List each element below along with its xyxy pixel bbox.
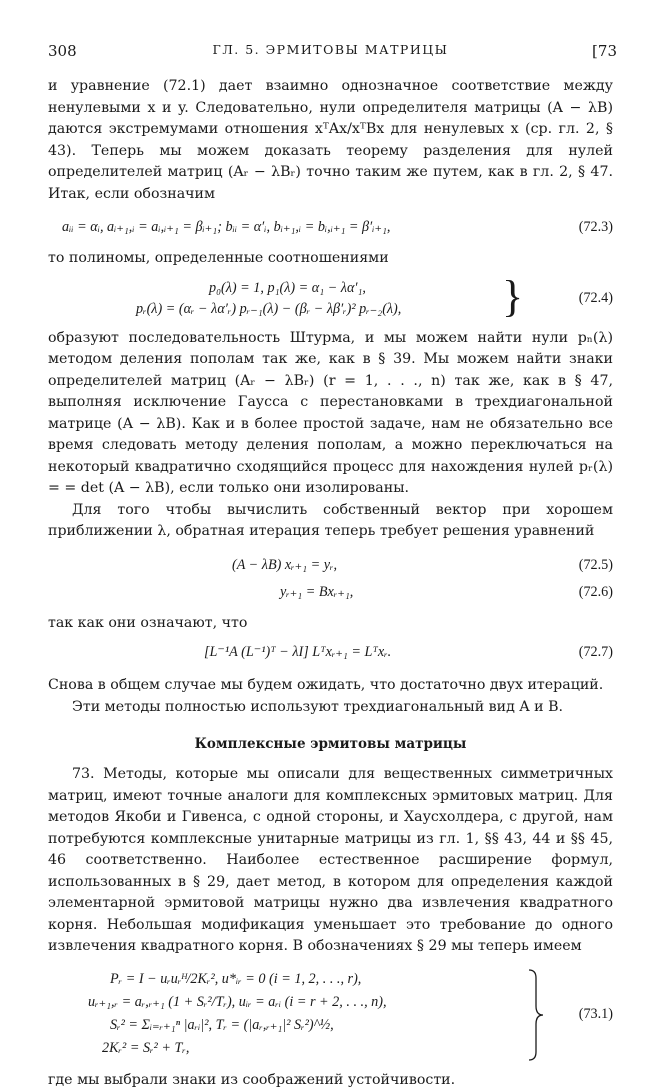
equation-72-6-number: (72.6): [579, 582, 613, 603]
equation-72-4-line-2: pᵣ(λ) = (αᵣ − λα′ᵣ) pᵣ₋₁(λ) − (βᵣ − λβ′ᵣ)² pᵣ₋₂(λ),: [136, 299, 401, 320]
equation-72-4: [48, 278, 613, 322]
paragraph-8: 73. Методы, которые мы описали для вещественных симметричных матриц, имеют точные аналоги для комплексных эрмитовых матриц. Для методов Якоби и Гивенса, с одной стороны, и Хаусхолдера, с другой, нам потребуются комплексные унитарные матрицы из гл. 1, §§ 43, 44 и §§ 45, 46 соответственно. Наиболее естественное расширение формул, использованных в § 29, дает метод, в котором для определения каждой элементарной эрмитовой матрицы нужно два извлечения квадратного корня. Небольшая модификация уменьшает это требование до одного извлечения квадратного корня. В обозначениях § 29 мы теперь имеем: [48, 764, 613, 958]
equation-72-7-number: (72.7): [579, 642, 613, 663]
paragraph-2: то полиномы, определенные соотношениями: [48, 248, 613, 270]
equation-72-5: [48, 555, 613, 576]
equation-72-3: [48, 217, 613, 238]
paragraph-3: образуют последовательность Штурма, и мы можем найти нули pₙ(λ) методом деления пополам так же, как в § 39. Мы можем найти знаки определителей матриц (Aᵣ − λBᵣ) (r = 1, . . ., n) так же, как в § 47, выполняя исключение Гаусса с перестановками в трехдиагональной матрице (A − λB). Как и в более простой задаче, нам не обязательно все время следовать методу деления пополам, а можно переключаться на некоторый квадратично сходящийся процесс для нахождения нулей pᵣ(λ) = = det (A − λB), если только они изолированы.: [48, 328, 613, 500]
paragraph-7: Эти методы полностью используют трехдиагональный вид A и B.: [48, 697, 613, 719]
equation-73-1-number: (73.1): [579, 1004, 613, 1025]
page-header: [48, 36, 613, 62]
paragraph-4: Для того чтобы вычислить собственный вектор при хорошем приближении λ, обратная итерация теперь требует решения уравнений: [48, 500, 613, 543]
equation-73-1-line-3: Sᵣ² = Σᵢ₌ᵣ₊₁ⁿ |aᵣᵢ|², Tᵣ = (|aᵣ,ᵣ₊₁|² Sᵣ²)^½,: [88, 1014, 387, 1037]
page-number: 308: [48, 42, 77, 60]
equation-72-3-formula: aᵢᵢ = αᵢ, aᵢ₊₁,ᵢ = aᵢ,ᵢ₊₁ = βᵢ₊₁; bᵢᵢ = α′ᵢ, bᵢ₊₁,ᵢ = bᵢ,ᵢ₊₁ = β′ᵢ₊₁,: [48, 217, 613, 238]
equation-73-1-line-1: Pᵣ = I − uᵣuᵣᴴ/2Kᵣ², u*ᵢᵣ = 0 (i = 1, 2, . . ., r),: [88, 968, 387, 991]
paragraph-9: где мы выбрали знаки из соображений устойчивости.: [48, 1070, 613, 1091]
section-subheading: Комплексные эрмитовы матрицы: [48, 736, 613, 752]
equation-72-4-line-1: p₀(λ) = 1, p₁(λ) = α₁ − λα′₁,: [136, 278, 401, 299]
equation-73-1-line-2: uᵣ₊₁,ᵣ = aᵣ,ᵣ₊₁ (1 + Sᵣ²/Tᵣ), uᵢᵣ = aᵣᵢ (i = r + 2, . . ., n),: [88, 991, 387, 1014]
right-brace: }: [502, 272, 523, 322]
equation-72-6: [48, 582, 613, 603]
book-page: [48, 36, 613, 1091]
equation-72-5-formula: (A − λB) xᵣ₊₁ = yᵣ,: [48, 555, 613, 576]
paragraph-6: Снова в общем случае мы будем ожидать, что достаточно двух итераций.: [48, 675, 613, 697]
equation-73-1: [48, 968, 613, 1062]
running-title: ГЛ. 5. ЭРМИТОВЫ МАТРИЦЫ: [48, 42, 613, 57]
equation-72-5-number: (72.5): [579, 555, 613, 576]
equation-72-6-formula: yᵣ₊₁ = Bxᵣ₊₁,: [48, 582, 613, 603]
equation-72-4-number: (72.4): [579, 288, 613, 309]
equation-72-7: [48, 642, 613, 663]
equation-72-3-number: (72.3): [579, 217, 613, 238]
paragraph-5: так как они означают, что: [48, 613, 613, 635]
equation-72-7-formula: [L⁻¹A (L⁻¹)ᵀ − λI] Lᵀxᵣ₊₁ = Lᵀxᵣ.: [48, 642, 613, 663]
right-brace-large: [526, 968, 546, 1062]
paragraph-1: и уравнение (72.1) дает взаимно однозначное соответствие между ненулевыми x и y. Следовательно, нули определителя матрицы (A − λB) даются экстремумами отношения xᵀAx/xᵀBx для ненулевых x (ср. гл. 2, § 43). Теперь мы можем доказать теорему разделения для нулей определителей матриц (Aᵣ − λBᵣ) точно таким же путем, как в гл. 2, § 47. Итак, если обозначим: [48, 76, 613, 205]
equation-73-1-line-4: 2Kᵣ² = Sᵣ² + Tᵣ,: [88, 1037, 387, 1060]
section-marker: [73: [592, 42, 617, 60]
